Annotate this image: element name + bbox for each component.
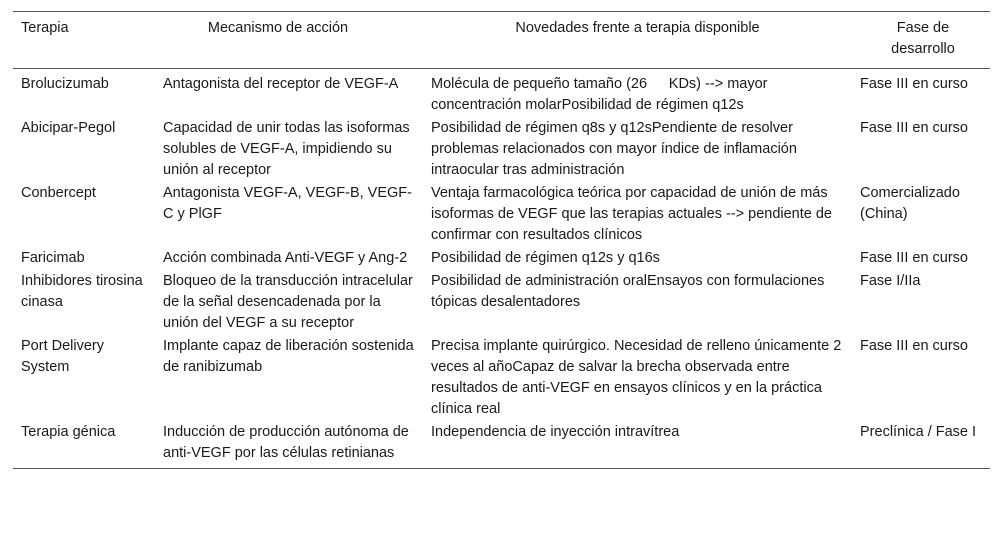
table-row <box>13 183 990 248</box>
cell-mecanismo: Antagonista VEGF-A, VEGF-B, VEGF-C y PlGF <box>163 185 412 222</box>
cell-novedades: Molécula de pequeño tamaño (26 KDs) --> mayor concentración molarPosibilidad de régimen q12s <box>431 76 768 113</box>
cell-terapia: Faricimab <box>21 250 85 266</box>
header-terapia: Terapia <box>21 20 69 36</box>
cell-novedades: Independencia de inyección intravítrea <box>431 424 680 440</box>
table-row <box>13 336 990 422</box>
header-fase: Fase de desarrollo <box>891 20 955 57</box>
cell-terapia: Conbercept <box>21 185 96 201</box>
cell-terapia: Terapia génica <box>21 424 116 440</box>
cell-novedades: Posibilidad de régimen q8s y q12sPendiente de resolver problemas relacionados con mayor índice de inflamación intraocular tras administración <box>431 120 797 178</box>
cell-terapia: Brolucizumab <box>21 76 109 92</box>
table-row <box>13 118 990 183</box>
table-body <box>13 69 990 469</box>
therapy-table <box>13 11 990 469</box>
cell-fase: Fase III en curso <box>860 120 968 136</box>
cell-mecanismo: Acción combinada Anti-VEGF y Ang-2 <box>163 250 408 266</box>
cell-mecanismo: Inducción de producción autónoma de anti-VEGF por las células retinianas <box>163 424 409 461</box>
header-mecanismo: Mecanismo de acción <box>207 20 349 36</box>
cell-terapia: Abicipar-Pegol <box>21 120 116 136</box>
cell-fase: Fase I/IIa <box>860 273 921 289</box>
cell-fase: Fase III en curso <box>860 76 968 92</box>
header-novedades: Novedades frente a terapia disponible <box>515 20 760 36</box>
table-row <box>13 422 990 469</box>
cell-novedades: Posibilidad de administración oralEnsayos con formulaciones tópicas desalentadores <box>431 273 825 310</box>
header-row <box>13 12 990 69</box>
cell-mecanismo: Implante capaz de liberación sostenida de ranibizumab <box>163 338 414 375</box>
cell-terapia: Inhibidores tirosina cinasa <box>21 273 143 310</box>
cell-fase: Preclínica / Fase I <box>860 424 977 440</box>
table-row <box>13 248 990 271</box>
therapy-table-container <box>13 11 980 469</box>
cell-mecanismo: Antagonista del receptor de VEGF-A <box>163 76 399 92</box>
cell-fase: Fase III en curso <box>860 338 968 354</box>
table-row <box>13 69 990 119</box>
cell-fase: Comercializado (China) <box>860 185 960 222</box>
cell-mecanismo: Bloqueo de la transducción intracelular de la señal desencadenada por la unión del VEGF a su receptor <box>163 273 413 331</box>
cell-fase: Fase III en curso <box>860 250 968 266</box>
cell-novedades: Posibilidad de régimen q12s y q16s <box>431 250 660 266</box>
cell-novedades: Precisa implante quirúrgico. Necesidad de relleno únicamente 2 veces al añoCapaz de salvar la brecha observada entre resultados de anti-VEGF en ensayos clínicos y en la práctica clínica real <box>431 338 842 417</box>
table-header <box>13 12 990 69</box>
cell-terapia: Port Delivery System <box>21 338 104 375</box>
cell-novedades: Ventaja farmacológica teórica por capacidad de unión de más isoformas de VEGF que las terapias actuales --> pendiente de confirmar con resultados clínicos <box>431 185 832 243</box>
cell-mecanismo: Capacidad de unir todas las isoformas solubles de VEGF-A, impidiendo su unión al receptor <box>163 120 410 178</box>
table-row <box>13 271 990 336</box>
